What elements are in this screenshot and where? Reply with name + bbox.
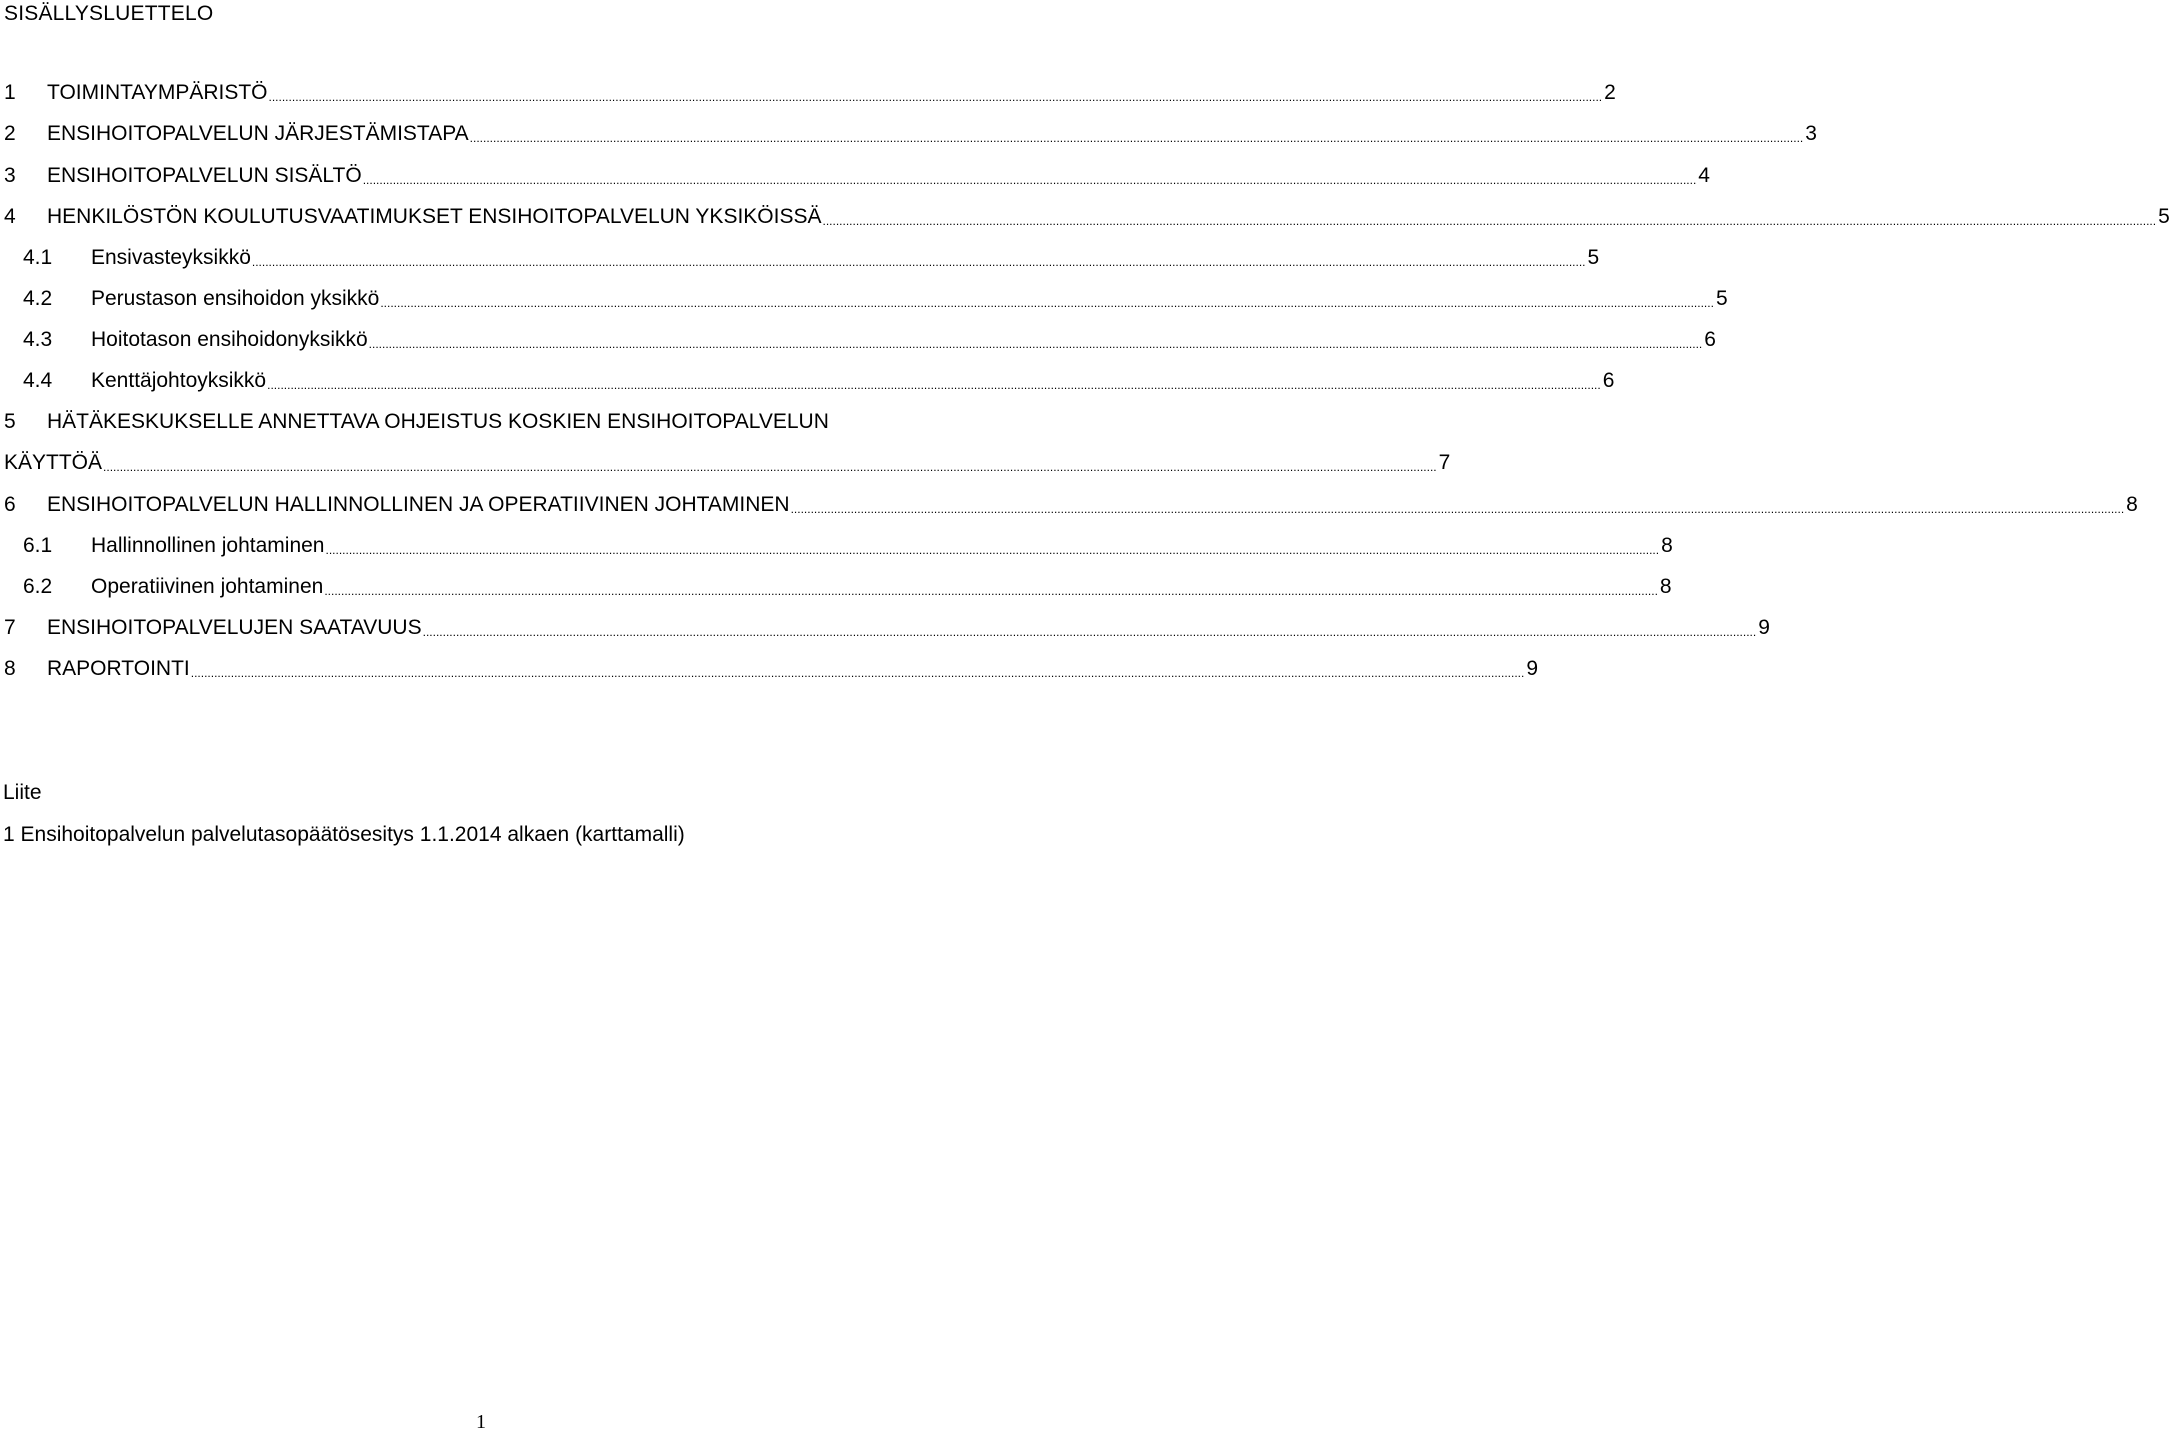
toc-entry-number: 8: [4, 657, 16, 680]
dot-leader: ................................................................................................................................................................................................................................................................................................................................................................................................................: [368, 337, 1703, 351]
toc-entry[interactable]: [0, 492, 2138, 518]
dot-leader: ................................................................................................................................................................................................................................................................................................................................................................................................................: [325, 543, 1660, 557]
toc-entry[interactable]: [0, 286, 1728, 312]
appendix-label: Liite: [3, 781, 42, 804]
toc-entry-number: 2: [4, 122, 16, 145]
dot-leader: ................................................................................................................................................................................................................................................................................................................................................................................................................: [103, 460, 1437, 474]
dot-leader: ................................................................................................................................................................................................................................................................................................................................................................................................................: [190, 666, 1525, 680]
dot-leader: ................................................................................................................................................................................................................................................................................................................................................................................................................: [790, 502, 2125, 516]
toc-heading: SISÄLLYSLUETTELO: [4, 2, 214, 25]
toc-entry[interactable]: [0, 409, 962, 435]
toc-entry-title: Hoitotason ensihoidonyksikkö: [91, 328, 368, 351]
appendix-item: 1 Ensihoitopalvelun palvelutasopäätösesitys 1.1.2014 alkaen (karttamalli): [3, 823, 685, 846]
toc-entry-number: 4.1: [23, 246, 53, 269]
toc-entry[interactable]: [0, 245, 1600, 271]
toc-entry[interactable]: [0, 574, 1672, 600]
toc-entry-title: HÄTÄKESKUKSELLE ANNETTAVA OHJEISTUS KOSKIEN ENSIHOITOPALVELUN: [47, 410, 829, 433]
toc-entry-title: ENSIHOITOPALVELUJEN SAATAVUUS: [47, 616, 422, 639]
toc-entry-page: 9: [1526, 657, 1539, 680]
dot-leader: ................................................................................................................................................................................................................................................................................................................................................................................................................: [268, 90, 1603, 104]
toc-entry-page: 8: [1661, 534, 1673, 557]
toc-entry[interactable]: [0, 368, 1615, 394]
toc-entry-number: 3: [4, 164, 16, 187]
toc-entry-title: Perustason ensihoidon yksikkö: [91, 287, 380, 310]
toc-entry-page: 4: [1698, 164, 1710, 187]
toc-entry-title-continued: KÄYTTÖÄ: [4, 451, 103, 474]
toc-entry-title: Operatiivinen johtaminen: [91, 575, 324, 598]
toc-entry-page: 5: [2158, 205, 2170, 228]
toc-entry-page: 5: [1587, 246, 1600, 269]
toc-entry-number: 7: [4, 616, 16, 639]
toc-entry-page: 3: [1805, 122, 1817, 145]
toc-entry-page: 7: [1438, 451, 1451, 474]
dot-leader: ................................................................................................................................................................................................................................................................................................................................................................................................................: [267, 378, 1601, 392]
toc-entry-page: 8: [1659, 575, 1672, 598]
toc-entry-number: 6: [4, 493, 16, 516]
toc-entry-title: HENKILÖSTÖN KOULUTUSVAATIMUKSET ENSIHOITOPALVELUN YKSIKÖISSÄ: [47, 205, 822, 228]
toc-entry-number: 4: [4, 205, 16, 228]
toc-entry-page: 6: [1704, 328, 1716, 351]
toc-entry[interactable]: [0, 121, 1817, 147]
dot-leader: ................................................................................................................................................................................................................................................................................................................................................................................................................: [251, 255, 1586, 269]
dot-leader: ................................................................................................................................................................................................................................................................................................................................................................................................................: [380, 296, 1714, 310]
toc-entry-number: 5: [4, 410, 16, 433]
dot-leader: ................................................................................................................................................................................................................................................................................................................................................................................................................: [362, 173, 1697, 187]
toc-entry-title: Ensivasteyksikkö: [91, 246, 251, 269]
toc-entry-title: Kenttäjohtoyksikkö: [91, 369, 267, 392]
toc-entry-title: ENSIHOITOPALVELUN SISÄLTÖ: [47, 164, 362, 187]
toc-entry-page: 9: [1758, 616, 1770, 639]
toc-entry[interactable]: [0, 80, 1616, 106]
toc-entry-number: 4.2: [23, 287, 53, 310]
toc-entry-title: TOIMINTAYMPÄRISTÖ: [47, 81, 268, 104]
dot-leader: ................................................................................................................................................................................................................................................................................................................................................................................................................: [822, 214, 2157, 228]
toc-entry-title: ENSIHOITOPALVELUN HALLINNOLLINEN JA OPERATIIVINEN JOHTAMINEN: [47, 493, 790, 516]
toc-entry-number: 1: [4, 81, 16, 104]
toc-entry-page: 6: [1602, 369, 1615, 392]
toc-entry[interactable]: [0, 163, 1710, 189]
toc-entry[interactable]: [0, 656, 1539, 682]
toc-entry-title: ENSIHOITOPALVELUN JÄRJESTÄMISTAPA: [47, 122, 469, 145]
toc-entry[interactable]: [0, 533, 1673, 559]
toc-entry-page: 8: [2126, 493, 2138, 516]
dot-leader: ................................................................................................................................................................................................................................................................................................................................................................................................................: [469, 131, 1804, 145]
toc-entry[interactable]: [0, 615, 1770, 641]
toc-entry-number: 4.4: [23, 369, 53, 392]
toc-entry-page: 5: [1715, 287, 1728, 310]
toc-entry-page: 2: [1604, 81, 1616, 104]
toc-entry-number: 4.3: [23, 328, 53, 351]
toc-entry[interactable]: [0, 204, 2170, 230]
toc-entry-title: Hallinnollinen johtaminen: [91, 534, 325, 557]
toc-entry-title: RAPORTOINTI: [47, 657, 190, 680]
toc-entry[interactable]: [0, 327, 1716, 353]
page-number: 1: [476, 1411, 486, 1433]
toc-entry-continuation[interactable]: [0, 450, 1451, 476]
dot-leader: ................................................................................................................................................................................................................................................................................................................................................................................................................: [324, 584, 1658, 598]
toc-entry-number: 6.2: [23, 575, 53, 598]
dot-leader: ................................................................................................................................................................................................................................................................................................................................................................................................................: [422, 625, 1757, 639]
toc-entry-number: 6.1: [23, 534, 53, 557]
